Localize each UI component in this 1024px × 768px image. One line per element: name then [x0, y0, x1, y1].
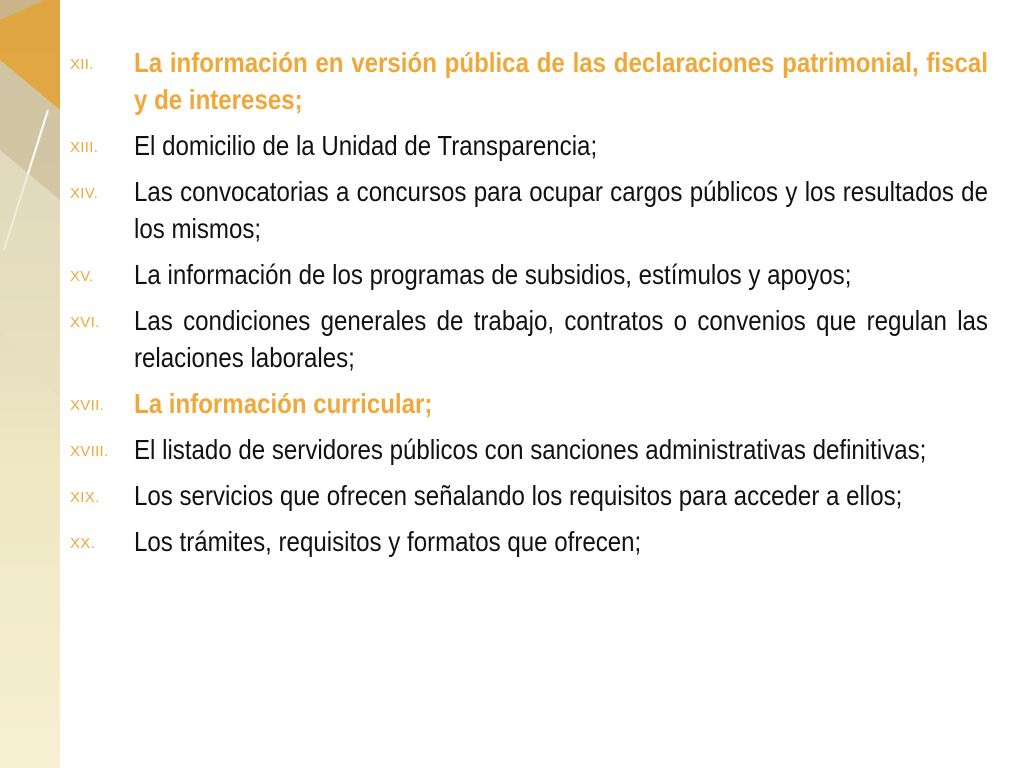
- list-numeral: XX.: [70, 535, 96, 552]
- list-item: [62, 302, 986, 376]
- decorative-side-band: [0, 0, 60, 768]
- list-item-text: La información en versión pública de las declaraciones patrimonial, fiscal y de intereses;: [134, 47, 988, 115]
- roman-numeral-list: [62, 44, 986, 560]
- decorative-shapes: [0, 0, 60, 768]
- list-item: [62, 385, 986, 422]
- list-item-text: Los servicios que ofrecen señalando los requisitos para acceder a ellos;: [134, 480, 903, 511]
- list-numeral: XIII.: [70, 139, 99, 156]
- list-numeral: XVII.: [70, 397, 105, 414]
- slide-content: [62, 44, 986, 744]
- list-numeral: XIV.: [70, 185, 99, 202]
- list-item-text: El listado de servidores públicos con sanciones administrativas definitivas;: [134, 434, 927, 465]
- list-item: [62, 256, 986, 293]
- list-numeral: XIX.: [70, 489, 100, 506]
- list-item: [62, 173, 986, 247]
- list-numeral: XII.: [70, 56, 94, 73]
- list-item: [62, 431, 986, 468]
- list-item-text: La información de los programas de subsidios, estímulos y apoyos;: [134, 259, 852, 290]
- list-numeral: XV.: [70, 268, 94, 285]
- list-item-text: Las condiciones generales de trabajo, contratos o convenios que regulan las relaciones laborales;: [134, 305, 988, 373]
- list-item: [62, 127, 986, 164]
- list-item: [62, 523, 986, 560]
- list-item-text: La información curricular;: [134, 388, 433, 419]
- list-item-text: El domicilio de la Unidad de Transparencia;: [134, 130, 598, 161]
- list-item-text: Los trámites, requisitos y formatos que ofrecen;: [134, 526, 642, 557]
- list-numeral: XVI.: [70, 314, 100, 331]
- list-item: [62, 477, 986, 514]
- list-item: [62, 44, 986, 118]
- list-item-text: Las convocatorias a concursos para ocupar cargos públicos y los resultados de los mismos;: [134, 176, 988, 244]
- list-numeral: XVIII.: [70, 443, 109, 460]
